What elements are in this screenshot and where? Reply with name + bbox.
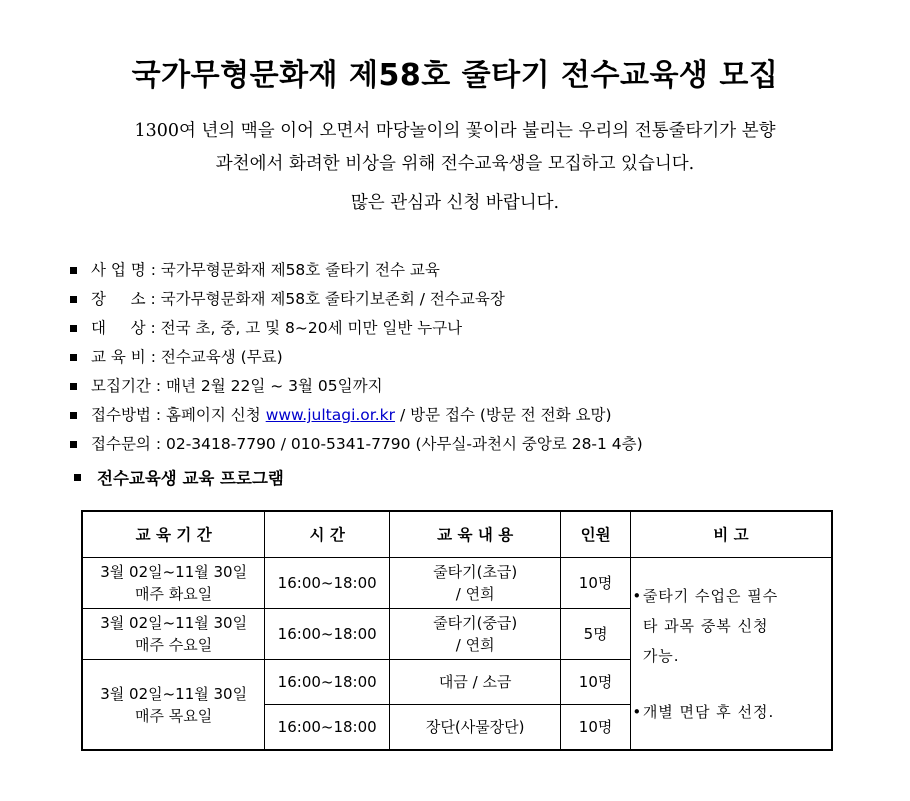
content-cell: 대금 / 소금 (390, 660, 561, 705)
page-title: 국가무형문화재 제58호 줄타기 전수교육생 모집 (131, 58, 779, 93)
info-value: / 방문 접수 (방문 전 전화 요망) (395, 406, 612, 424)
info-value: 전수교육생 (무료) (160, 348, 283, 366)
square-bullet-icon (70, 325, 77, 332)
info-value: 02-3418-7790 / 010-5341-7790 (사무실-과천시 중앙로 28-1 4층) (165, 435, 643, 453)
square-bullet-icon (70, 354, 77, 361)
period-cell: 3월 02일~11월 30일 매주 수요일 (82, 609, 265, 660)
info-label: 접수문의 (91, 435, 151, 453)
info-value: 국가무형문화재 제58호 줄타기보존회 / 전수교육장 (160, 290, 505, 308)
info-value: 홈페이지 신청 (165, 406, 266, 424)
info-value: 국가무형문화재 제58호 줄타기 전수 교육 (160, 261, 440, 279)
period-cell: 3월 02일~11월 30일 매주 목요일 (82, 660, 265, 751)
homepage-link[interactable]: www.jultagi.or.kr (265, 406, 396, 424)
square-bullet-icon (70, 412, 77, 419)
square-bullet-icon (70, 296, 77, 303)
dot-bullet-icon: • (632, 702, 642, 721)
header-note: 비 고 (630, 511, 832, 558)
note-item: • 개별 면담 후 선정. (631, 697, 831, 727)
header-count: 인원 (561, 511, 630, 558)
info-item-contact: 접수문의 : 02-3418-7790 / 010-5341-7790 (사무실-과천시 중앙로 28-1 4층) (70, 430, 643, 459)
intro-line-3: 많은 관심과 신청 바랍니다. (350, 193, 560, 213)
info-item-fee: 교 육 비 : 전수교육생 (무료) (70, 343, 643, 372)
content-cell: 줄타기(초급) / 연희 (390, 558, 561, 609)
content-cell: 장단(사물장단) (390, 705, 561, 751)
count-cell: 10명 (561, 705, 630, 751)
info-value: 매년 2월 22일 ~ 3월 05일까지 (165, 377, 383, 395)
dot-bullet-icon: • (632, 586, 642, 605)
info-label: 사 업 명 (91, 261, 146, 279)
note-item: • 줄타기 수업은 필수 타 과목 중복 신청 가능. (631, 581, 831, 671)
info-label: 접수방법 (91, 406, 151, 424)
info-label: 대 상 (91, 319, 146, 337)
program-heading-text: 전수교육생 교육 프로그램 (97, 469, 284, 488)
time-cell: 16:00~18:00 (265, 609, 390, 660)
info-item-place: 장 소 : 국가무형문화재 제58호 줄타기보존회 / 전수교육장 (70, 285, 643, 314)
time-cell: 16:00~18:00 (265, 660, 390, 705)
count-cell: 10명 (561, 660, 630, 705)
program-table (81, 510, 833, 751)
square-bullet-icon (70, 441, 77, 448)
intro-line-1: 1300여 년의 맥을 이어 오면서 마당놀이의 꽃이라 불리는 우리의 전통줄타기가 본향 (134, 121, 776, 141)
info-value: 전국 초, 중, 고 및 8~20세 미만 일반 누구나 (160, 319, 463, 337)
square-bullet-icon (70, 267, 77, 274)
intro-line-2: 과천에서 화려한 비상을 위해 전수교육생을 모집하고 있습니다. (215, 154, 695, 174)
info-label: 교 육 비 (91, 348, 146, 366)
program-heading (74, 465, 284, 489)
header-time: 시 간 (265, 511, 390, 558)
content-cell: 줄타기(중급) / 연희 (390, 609, 561, 660)
info-item-business: 사 업 명 : 국가무형문화재 제58호 줄타기 전수 교육 (70, 256, 643, 285)
table-header-row (82, 511, 832, 558)
header-period: 교 육 기 간 (82, 511, 265, 558)
table-row (82, 558, 832, 609)
header-content: 교 육 내 용 (390, 511, 561, 558)
count-cell: 5명 (561, 609, 630, 660)
info-label: 모집기간 (91, 377, 151, 395)
square-bullet-icon (70, 383, 77, 390)
info-label: 장 소 (91, 290, 146, 308)
time-cell: 16:00~18:00 (265, 558, 390, 609)
period-cell: 3월 02일~11월 30일 매주 화요일 (82, 558, 265, 609)
info-list (70, 256, 643, 459)
note-cell (630, 558, 832, 751)
square-bullet-icon (74, 474, 81, 481)
info-item-method: 접수방법 : 홈페이지 신청 www.jultagi.or.kr / 방문 접수 (방문 전 전화 요망) (70, 401, 643, 430)
time-cell: 16:00~18:00 (265, 705, 390, 751)
info-item-period: 모집기간 : 매년 2월 22일 ~ 3월 05일까지 (70, 372, 643, 401)
info-item-target: 대 상 : 전국 초, 중, 고 및 8~20세 미만 일반 누구나 (70, 314, 643, 343)
count-cell: 10명 (561, 558, 630, 609)
